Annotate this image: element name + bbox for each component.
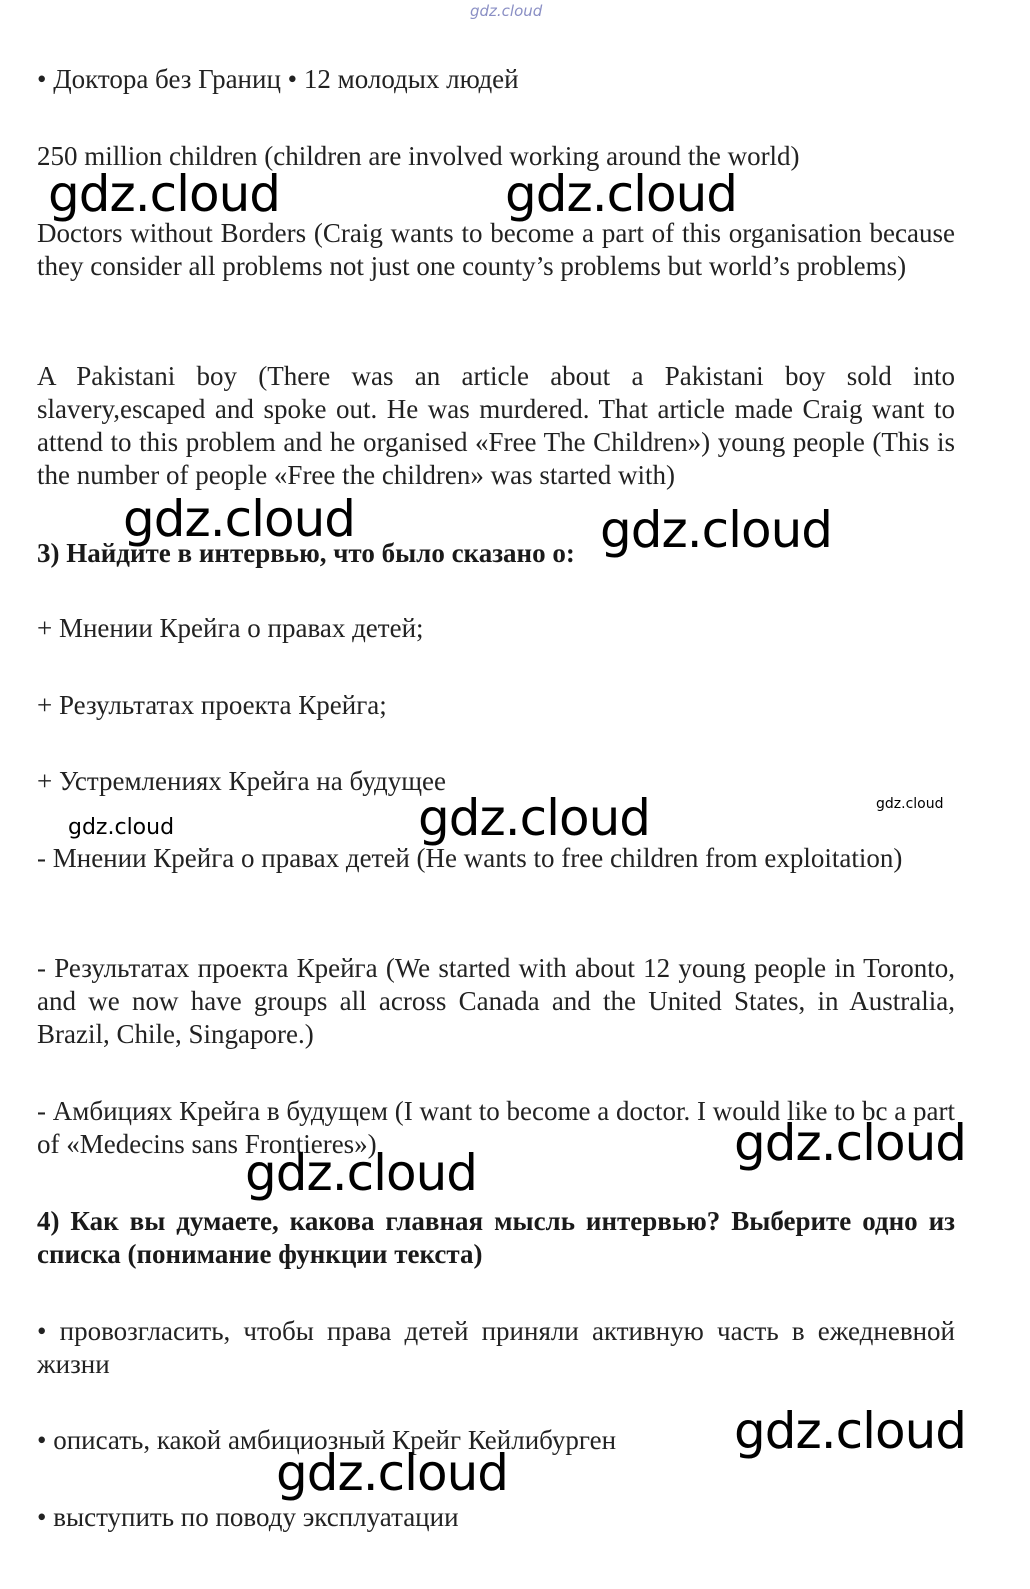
list-item-future-aspirations: + Устремлениях Крейга на будущее	[37, 766, 446, 796]
option-describe-craig: • описать, какой амбициозный Крейг Кейлибурген	[37, 1425, 617, 1455]
watermark: gdz.cloud	[245, 1144, 478, 1202]
watermark: gdz.cloud	[123, 490, 356, 548]
paragraph-doctors-without-borders: Doctors without Borders (Craig wants to become a part of this organisation because they consider all problems not just one county’s problems but world’s problems)	[37, 218, 955, 281]
watermark: gdz.cloud	[734, 1114, 967, 1172]
answer-craig-opinion: - Мнении Крейга о правах детей (He wants to free children from exploitation)	[37, 843, 903, 873]
list-item-craig-opinion: + Мнении Крейга о правах детей;	[37, 613, 424, 643]
watermark: gdz.cloud	[48, 165, 281, 223]
watermark: gdz.cloud	[68, 815, 175, 840]
option-proclaim-rights: • провозгласить, чтобы права детей приняли активную часть в ежедневной жизни	[37, 1316, 955, 1379]
watermark: gdz.cloud	[418, 789, 651, 847]
watermark: gdz.cloud	[505, 165, 738, 223]
question-3-heading: 3) Найдите в интервью, что было сказано о:	[37, 538, 575, 568]
paragraph-pakistani-boy: A Pakistani boy (There was an article about a Pakistani boy sold into slavery,escaped and spoke out. He was murdered. That article made Craig want to attend to this problem and he organised «Free The Children») young people (This is the number of people «Free the children» was started with)	[37, 361, 955, 490]
list-item-project-results: + Результатах проекта Крейга;	[37, 690, 387, 720]
watermark: gdz.cloud	[734, 1402, 967, 1460]
answer-future-ambitions: - Амбициях Крейга в будущем (I want to become a doctor. I would like to bc a part of «Medecins sans Frontieres»)	[37, 1096, 955, 1159]
paragraph-250-million: 250 million children (children are involved working around the world)	[37, 141, 800, 171]
site-watermark-top: gdz.cloud	[470, 2, 543, 20]
paragraph-translation-list: • Доктора без Границ • 12 молодых людей	[37, 64, 519, 94]
watermark: gdz.cloud	[876, 796, 944, 812]
watermark: gdz.cloud	[600, 501, 833, 559]
option-speak-exploitation: • выступить по поводу эксплуатации	[37, 1502, 459, 1532]
answer-project-results: - Результатах проекта Крейга (We started with about 12 young people in Toronto, and we now have groups all across Canada and the United States, in Australia, Brazil, Chile, Singapore.)	[37, 953, 955, 1049]
watermark: gdz.cloud	[276, 1444, 509, 1502]
question-4-heading: 4) Как вы думаете, какова главная мысль интервью? Выберите одно из списка (понимание функции текста)	[37, 1206, 955, 1269]
